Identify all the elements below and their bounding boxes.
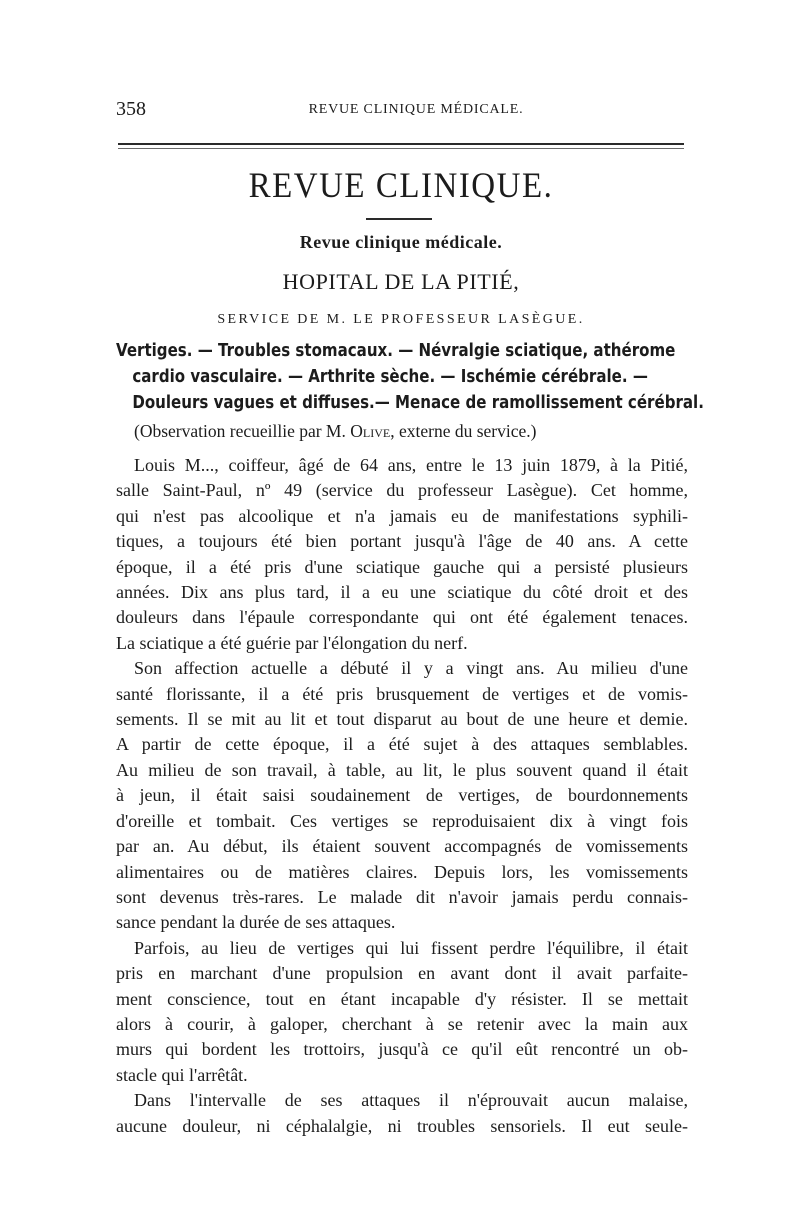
text-line: La sciatique a été guérie par l'élongation du nerf. bbox=[116, 632, 468, 653]
text-line: sements. Il se mit au lit et tout disparut au bout de une heure et demie. bbox=[116, 709, 688, 730]
text-line: salle Saint-Paul, nº 49 (service du professeur Lasègue). Cet homme, bbox=[116, 480, 688, 501]
observation-prefix: (Observation recueillie par M. bbox=[134, 421, 351, 441]
text-line: années. Dix ans plus tard, il a eu une sciatique du côté droit et des bbox=[116, 582, 688, 603]
observation-credit bbox=[134, 418, 694, 444]
text-line: stacle qui l'arrêtât. bbox=[116, 1064, 248, 1085]
header-rule-thin bbox=[118, 148, 684, 149]
text-line: tiques, a toujours été bien portant jusqu'à l'âge de 40 ans. A cette bbox=[116, 531, 688, 552]
observer-name: Olive bbox=[350, 421, 391, 441]
text-line: sont devenus très-rares. Le malade dit n'avoir jamais perdu connais- bbox=[116, 886, 688, 907]
text-line: époque, il a été pris d'une sciatique gauche qui a persisté plusieurs bbox=[116, 556, 688, 577]
text-line: qui n'est pas alcoolique et n'a jamais eu de manifestations syphili- bbox=[116, 505, 688, 526]
summary-line: Vertiges. — Troubles stomacaux. — Névralgie sciatique, athérome bbox=[116, 341, 676, 361]
header-rule bbox=[118, 143, 684, 145]
text-line: aucune douleur, ni céphalalgie, ni troubles sensoriels. Il eut seule- bbox=[116, 1115, 688, 1136]
text-line: à jeun, il était saisi soudainement de vertiges, de bourdonnements bbox=[116, 785, 688, 806]
running-title: REVUE CLINIQUE MÉDICALE. bbox=[308, 102, 524, 117]
text-line: Louis M..., coiffeur, âgé de 64 ans, entre le 13 juin 1879, à la Pitié, bbox=[134, 455, 688, 475]
text-line: d'oreille et tombait. Ces vertiges se reproduisaient dix à vingt fois bbox=[116, 810, 688, 831]
page-number: 358 bbox=[116, 98, 146, 120]
text-line: par an. Au début, ils étaient souvent accompagnés de vomissements bbox=[116, 836, 688, 857]
title-divider bbox=[366, 218, 432, 220]
running-head bbox=[116, 98, 686, 124]
text-line: murs qui bordent les trottoirs, jusqu'à ce qu'il eût rencontré un ob- bbox=[116, 1039, 688, 1060]
text-line: alors à courir, à galoper, cherchant à se retenir avec la main aux bbox=[116, 1013, 688, 1034]
text-line: A partir de cette époque, il a été sujet à des attaques semblables. bbox=[116, 734, 688, 755]
text-line: ment conscience, tout en étant incapable d'y résister. Il se mettait bbox=[116, 988, 688, 1009]
hospital-heading: HOPITAL DE LA PITIÉ, bbox=[282, 269, 520, 294]
summary-line: cardio vasculaire. — Arthrite sèche. — Ischémie cérébrale. — bbox=[132, 367, 648, 387]
case-summary bbox=[116, 338, 704, 416]
text-line: Parfois, au lieu de vertiges qui lui fissent perdre l'équilibre, il était bbox=[134, 937, 688, 958]
text-line: alimentaires ou de matières claires. Depuis lors, les vomissements bbox=[116, 861, 688, 882]
text-line: Dans l'intervalle de ses attaques il n'éprouvait aucun malaise, bbox=[134, 1090, 688, 1111]
text-line: santé florissante, il a été pris brusquement de vertiges et de vomis- bbox=[116, 683, 688, 704]
text-line: Son affection actuelle a débuté il y a vingt ans. Au milieu d'une bbox=[134, 658, 688, 679]
observation-suffix: , externe du service.) bbox=[390, 421, 537, 441]
subsection-title: Revue clinique médicale. bbox=[299, 232, 503, 252]
text-line: douleurs dans l'épaule correspondante qui ont été également tenaces. bbox=[116, 607, 688, 628]
summary-line: Douleurs vagues et diffuses.— Menace de ramollissement cérébral. bbox=[132, 393, 704, 413]
service-heading: SERVICE DE M. LE PROFESSEUR LASÈGUE. bbox=[217, 312, 585, 327]
body-text bbox=[116, 453, 688, 1139]
text-line: pris en marchant d'une propulsion en avant dont il avait parfaite- bbox=[116, 963, 688, 984]
section-title: REVUE CLINIQUE. bbox=[248, 166, 554, 206]
text-line: Au milieu de son travail, à table, au lit, le plus souvent quand il était bbox=[116, 759, 688, 780]
text-line: sance pendant la durée de ses attaques. bbox=[116, 912, 396, 933]
